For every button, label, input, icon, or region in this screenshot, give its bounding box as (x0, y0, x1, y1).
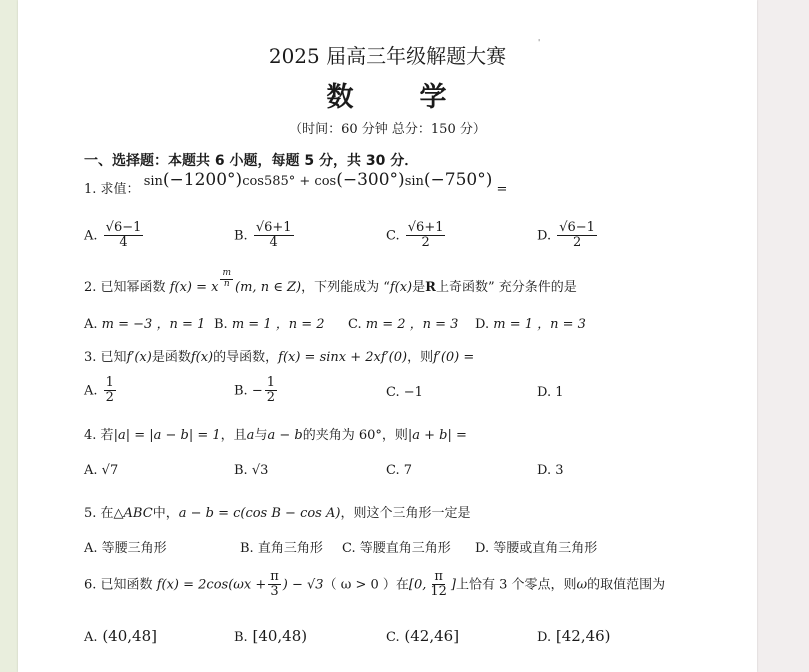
option-c (386, 221, 447, 251)
option-a (84, 627, 157, 645)
option-c (386, 385, 423, 400)
option-a (84, 463, 118, 478)
option-letter: B. (214, 317, 228, 332)
question-text: 的夹角为 60°，则 (302, 428, 408, 443)
option-text: √7 (101, 463, 119, 478)
option-letter: B. (234, 228, 248, 244)
math-expr: f(x) = 2cos(ωx + (156, 577, 267, 593)
question-text: 与 (254, 428, 268, 443)
option-b (234, 463, 268, 478)
math-expr: f(x) (190, 350, 214, 365)
option-c (342, 537, 451, 556)
option-fraction (557, 221, 597, 251)
option-d (475, 537, 597, 556)
option-fraction (406, 221, 446, 251)
option-letter: A. (84, 228, 98, 244)
option-d (537, 221, 599, 251)
option-letter: C. (386, 385, 400, 400)
option-letter: A. (84, 383, 98, 399)
math-expr: (m, n ∈ Z) (235, 280, 302, 295)
question-text: 的取值范围为 (587, 577, 666, 593)
question-text: 若 (100, 428, 114, 443)
question-1 (84, 170, 508, 198)
math-expr: ) − √3 (282, 577, 324, 593)
margin-mark: ' (538, 38, 541, 47)
option-letter: B. (234, 383, 248, 399)
option-c (386, 627, 459, 645)
option-text: m = 1 ，n = 3 (493, 317, 586, 332)
option-letter: B. (234, 630, 248, 645)
left-margin-strip (0, 0, 18, 672)
fraction-denominator: 4 (119, 235, 128, 251)
option-text: 3 (555, 463, 564, 478)
option-letter: C. (342, 541, 356, 556)
math-expr: a (246, 428, 255, 443)
option-text: −1 (403, 385, 423, 400)
question-number: 1. (84, 182, 97, 197)
option-letter: B. (240, 541, 254, 556)
question-text: ，下列能成为 “ (301, 280, 390, 295)
option-letter: A. (84, 630, 98, 645)
question-text: 中， (152, 506, 179, 521)
option-b (234, 376, 279, 406)
option-a (84, 376, 118, 406)
fraction-denominator: 2 (105, 390, 114, 406)
option-letter: D. (537, 228, 552, 244)
fraction-denominator: 4 (269, 235, 278, 251)
option-letter: A. (84, 541, 98, 556)
option-text: 7 (403, 463, 413, 478)
option-letter: C. (386, 228, 400, 244)
fraction-numerator: √6+1 (255, 220, 292, 235)
question-text: 是函数 (151, 350, 191, 365)
expr-part: sin (143, 174, 163, 189)
option-letter: C. (386, 463, 400, 478)
expr-part: sin (404, 174, 424, 189)
option-d (475, 313, 586, 332)
subject-heading (18, 75, 757, 114)
question-text: 已知幂函数 (100, 280, 166, 295)
option-text: 1 (555, 385, 564, 400)
question-text: ，且 (220, 428, 247, 443)
option-text: 直角三角形 (257, 541, 323, 556)
math-expr: R (425, 280, 436, 295)
option-text: [42,46) (555, 627, 611, 645)
question-number: 4. (84, 428, 97, 443)
math-expr: f(x) = sinx + 2xf′(0) (278, 350, 408, 365)
question-prompt: 求值： (100, 182, 140, 197)
math-expr: [0, (408, 577, 427, 593)
option-text: (42,46] (404, 627, 460, 645)
question-number: 3. (84, 350, 97, 365)
option-letter: B. (234, 463, 248, 478)
math-expr: f(x) = x (169, 280, 219, 295)
option-letter: D. (537, 630, 552, 645)
question-3 (84, 346, 474, 365)
option-fraction (254, 221, 294, 251)
option-text: m = 2 ，n = 3 (365, 317, 459, 332)
fraction-numerator: π (270, 569, 279, 584)
question-text: 的导函数， (213, 350, 279, 365)
math-expr: f′(x) (126, 350, 152, 365)
question-2 (84, 268, 577, 298)
math-expr: |a + b| = (407, 428, 467, 443)
option-fraction (104, 221, 144, 251)
subject-char-2: 学 (419, 82, 449, 113)
question-text: 上奇函数” 充分条件的是 (435, 280, 577, 295)
math-expr: a − b = c(cos B − cos A) (178, 506, 341, 521)
pi-over-12 (428, 570, 449, 600)
question-text: 在△ (100, 506, 124, 521)
option-c (386, 463, 412, 478)
exam-title: 2025 届高三年级解题大赛 (268, 44, 507, 68)
right-margin-strip (757, 0, 809, 672)
question-number: 2. (84, 280, 97, 295)
time-info: （时间：60 分钟 总分：150 分） (289, 122, 486, 137)
option-text: √3 (251, 463, 269, 478)
math-expr: f′(0) = (433, 350, 475, 365)
math-expr: ω (576, 577, 588, 593)
option-b (214, 313, 325, 332)
question-text: 已知函数 (100, 577, 153, 593)
option-letter: C. (348, 317, 362, 332)
exponent-fraction (220, 269, 233, 290)
option-sign: − (251, 383, 263, 399)
question-text: 是 (412, 280, 426, 295)
fraction-denominator: 3 (270, 584, 279, 600)
option-letter: D. (537, 385, 552, 400)
question-text: 上恰有 3 个零点，则 (455, 577, 577, 593)
expr-part: = (496, 182, 508, 197)
fraction-denominator: 12 (430, 584, 447, 600)
section-heading: 一、选择题：本题共 6 小题，每题 5 分，共 30 分． (84, 153, 419, 169)
option-text: 等腰直角三角形 (359, 541, 451, 556)
option-c (348, 313, 458, 332)
question-text: 已知 (100, 350, 127, 365)
fraction-denominator: 2 (572, 235, 582, 251)
option-d (537, 385, 564, 400)
fraction-numerator: π (434, 569, 443, 584)
option-letter: D. (537, 463, 552, 478)
question-text: ，则 (407, 350, 434, 365)
math-expr: ] (450, 577, 456, 593)
option-d (537, 463, 564, 478)
option-a (84, 537, 167, 556)
fraction-numerator: √6−1 (105, 220, 142, 235)
option-letter: C. (386, 630, 400, 645)
option-letter: A. (84, 317, 98, 332)
question-5 (84, 502, 470, 521)
math-expr: |a| = |a − b| = 1 (113, 428, 221, 443)
option-b (240, 537, 323, 556)
math-expr: f(x) (389, 280, 413, 295)
option-b (234, 627, 307, 645)
option-text: m = −3 ，n = 1 (101, 317, 206, 332)
fraction-numerator: √6−1 (559, 220, 595, 235)
option-fraction (104, 376, 116, 406)
question-number: 6. (84, 577, 97, 593)
fraction-numerator: 1 (105, 375, 114, 390)
fraction-denominator: 2 (266, 390, 276, 406)
option-a (84, 221, 145, 251)
option-text: 等腰三角形 (101, 541, 167, 556)
option-b (234, 221, 296, 251)
option-letter: D. (475, 541, 490, 556)
fraction-numerator: √6+1 (407, 220, 444, 235)
fraction-denominator: 2 (421, 235, 430, 251)
option-text: m = 1 ，n = 2 (231, 317, 325, 332)
fraction-numerator: 1 (266, 375, 276, 390)
question-text: （ ω > 0 ）在 (323, 577, 409, 593)
question-number: 5. (84, 506, 97, 521)
fraction-numerator: m (222, 268, 232, 279)
expr-part: (−1200°) (162, 170, 243, 190)
option-text: 等腰或直角三角形 (493, 541, 598, 556)
option-fraction (265, 376, 277, 406)
question-4 (84, 424, 467, 443)
option-letter: D. (475, 317, 490, 332)
fraction-denominator: n (223, 279, 230, 289)
math-expr: a − b (267, 428, 303, 443)
subject-char-1: 数 (326, 82, 356, 113)
question-text: ，则这个三角形一定是 (340, 506, 471, 521)
pi-over-3 (268, 570, 281, 600)
question-6 (84, 570, 665, 600)
option-d (537, 627, 611, 645)
option-letter: A. (84, 463, 98, 478)
expr-part: cos585° + cos (242, 174, 337, 189)
expr-part: (−750°) (423, 170, 493, 190)
option-text: (40,48] (102, 627, 157, 645)
math-expr: ABC (123, 506, 153, 521)
expr-part: (−300°) (336, 170, 405, 190)
document-page (18, 0, 757, 672)
option-a (84, 313, 205, 332)
option-text: [40,48) (252, 627, 308, 645)
